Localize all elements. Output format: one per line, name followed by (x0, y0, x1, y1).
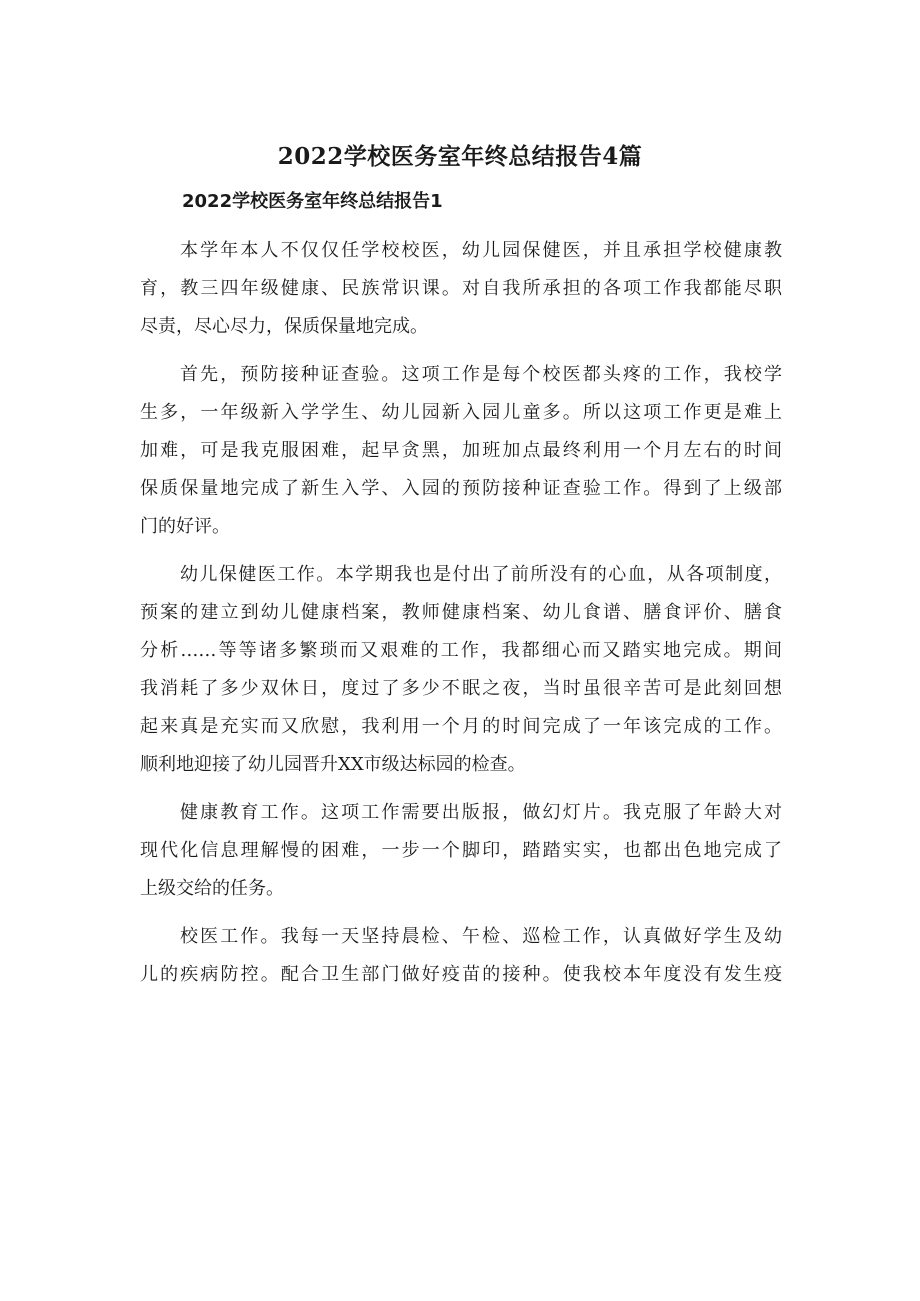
text-line: 我消耗了多少双休日，度过了多少不眠之夜，当时虽很辛苦可是此刻回想 (140, 678, 782, 699)
document-title: 2022学校医务室年终总结报告4篇 (277, 143, 643, 170)
text-line: 育，教三四年级健康、民族常识课。对自我所承担的各项工作我都能尽职 (140, 278, 782, 299)
text-line: 尽责，尽心尽力，保质保量地完成。 (140, 316, 428, 337)
text-line: 门的好评。 (140, 516, 230, 537)
text-line: 校医工作。我每一天坚持晨检、午检、巡检工作，认真做好学生及幼 (180, 926, 782, 947)
text-line: 分析……等等诸多繁琐而又艰难的工作，我都细心而又踏实地完成。期间 (140, 640, 782, 661)
document-body (140, 232, 782, 1004)
text-line: 加难，可是我克服困难，起早贪黑，加班加点最终利用一个月左右的时间 (140, 440, 782, 461)
text-line: 顺利地迎接了幼儿园晋升XX市级达标园的检查。 (140, 754, 526, 775)
text-line: 健康教育工作。这项工作需要出版报，做幻灯片。我克服了年龄大对 (180, 802, 782, 823)
paragraph (140, 356, 782, 546)
text-line: 起来真是充实而又欣慰，我利用一个月的时间完成了一年该完成的工作。 (140, 716, 782, 737)
text-line: 预案的建立到幼儿健康档案，教师健康档案、幼儿食谱、膳食评价、膳食 (140, 602, 782, 623)
text-line: 首先，预防接种证查验。这项工作是每个校医都头疼的工作，我校学 (180, 364, 782, 385)
section-heading: 2022学校医务室年终总结报告1 (182, 191, 443, 212)
text-line: 生多，一年级新入学学生、幼儿园新入园儿童多。所以这项工作更是难上 (140, 402, 782, 423)
text-line: 上级交给的任务。 (140, 878, 284, 899)
text-line: 幼儿保健医工作。本学期我也是付出了前所没有的心血，从各项制度， (180, 564, 782, 585)
text-line: 现代化信息理解慢的困难，一步一个脚印，踏踏实实，也都出色地完成了 (140, 840, 782, 861)
paragraph (140, 794, 782, 908)
paragraph (140, 918, 782, 994)
text-line: 保质保量地完成了新生入学、入园的预防接种证查验工作。得到了上级部 (140, 478, 782, 499)
text-line: 本学年本人不仅仅任学校校医，幼儿园保健医，并且承担学校健康教 (180, 240, 782, 261)
paragraph (140, 232, 782, 346)
paragraph (140, 556, 782, 784)
text-line: 儿的疾病防控。配合卫生部门做好疫苗的接种。使我校本年度没有发生疫 (140, 964, 782, 985)
